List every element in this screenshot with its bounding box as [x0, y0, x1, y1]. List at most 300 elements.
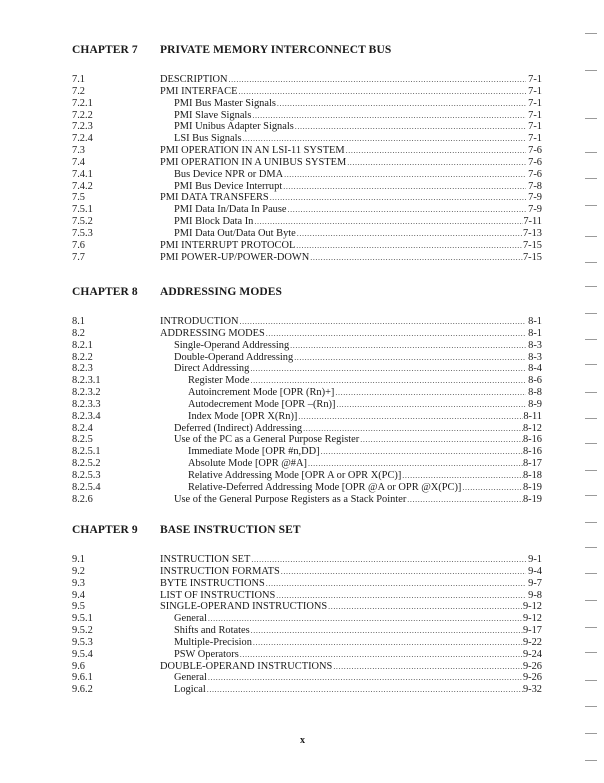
section-title: Bus Device NPR or DMA — [174, 168, 284, 180]
toc-entry — [72, 145, 542, 157]
dot-leader — [253, 216, 523, 228]
entry-body — [160, 157, 542, 169]
dot-leader — [207, 613, 523, 625]
toc-entry — [72, 133, 542, 145]
section-title: Register Mode — [188, 375, 250, 387]
section-number: 7.5.3 — [72, 227, 93, 239]
section-title: Deferred (Indirect) Addressing — [174, 422, 303, 434]
entry-body — [160, 458, 542, 470]
page-number: 9-7 — [528, 577, 542, 589]
section-number: 8.2.3.2 — [72, 387, 101, 399]
toc-entry — [72, 399, 542, 411]
page-number: 9-1 — [528, 554, 542, 565]
toc-entry — [72, 192, 542, 204]
entry-body — [160, 133, 542, 145]
toc-entry — [72, 204, 542, 216]
dot-leader — [207, 672, 523, 684]
entry-body — [160, 352, 542, 364]
section-number: 8.2.5 — [72, 434, 93, 446]
toc-entry — [72, 613, 542, 625]
entry-body — [160, 590, 542, 602]
toc-entry — [72, 684, 542, 696]
toc-entry — [72, 434, 542, 446]
margin-edge-marks — [585, 0, 599, 783]
section-number: 8.2.3.4 — [72, 410, 101, 422]
section-number: 8.2.6 — [72, 493, 93, 505]
toc-entry — [72, 590, 542, 602]
section-number: 9.1 — [72, 554, 85, 565]
chapter-title: ADDRESSING MODES — [160, 286, 283, 298]
dot-leader — [359, 434, 523, 446]
toc-entry — [72, 672, 542, 684]
chapter-label: CHAPTER 8 — [72, 286, 138, 298]
dot-leader — [401, 470, 523, 482]
page-number: 8-19 — [522, 481, 542, 493]
page-number: 9-32 — [522, 684, 542, 696]
toc-entry — [72, 387, 542, 399]
dot-leader — [296, 228, 523, 240]
entry-body — [160, 328, 542, 340]
margin-tick — [585, 680, 597, 681]
entry-body — [160, 411, 542, 423]
section-title: DOUBLE-OPERAND INSTRUCTIONS — [160, 660, 333, 672]
section-number: 7.7 — [72, 251, 85, 263]
entry-body — [160, 74, 542, 86]
entry-body — [160, 86, 542, 98]
toc-entry — [72, 228, 542, 240]
page-number: 7-9 — [528, 204, 542, 216]
section-title: Immediate Mode [OPR #n,DD] — [188, 446, 320, 458]
toc-entry — [72, 363, 542, 375]
section-title: Use of the PC as a General Purpose Register — [174, 434, 360, 446]
page-number: 9-8 — [528, 589, 542, 601]
dot-leader — [228, 74, 526, 86]
page-number: 9-12 — [522, 613, 542, 625]
dot-leader — [302, 423, 523, 435]
dot-leader — [406, 494, 523, 506]
page-number: 7-1 — [528, 121, 542, 133]
chapter-heading — [72, 524, 542, 540]
section-number: 8.2 — [72, 327, 85, 339]
toc-entry — [72, 411, 542, 423]
section-title: PMI Unibus Adapter Signals — [174, 121, 294, 133]
margin-tick — [585, 706, 597, 707]
entry-body — [160, 672, 542, 684]
section-title: INSTRUCTION FORMATS — [160, 565, 280, 577]
page-number: 8-12 — [522, 422, 542, 434]
section-title: INTRODUCTION — [160, 316, 239, 327]
dot-leader — [294, 121, 526, 133]
dot-leader — [307, 458, 523, 470]
section-number: 7.4 — [72, 156, 85, 168]
section-title: Single-Operand Addressing — [174, 339, 290, 351]
section-title: Multiple-Precision — [174, 636, 252, 648]
dot-leader — [334, 387, 526, 399]
entry-body — [160, 684, 542, 696]
section-number: 8.2.3 — [72, 363, 93, 375]
toc-entries — [72, 74, 542, 264]
section-number: 9.5.3 — [72, 636, 93, 648]
margin-tick — [585, 470, 597, 471]
entry-body — [160, 637, 542, 649]
section-title: PMI OPERATION IN AN LSI-11 SYSTEM — [160, 145, 345, 157]
page-number: 7-15 — [522, 251, 542, 263]
margin-tick — [585, 547, 597, 548]
section-number: 9.6.1 — [72, 672, 93, 684]
margin-tick — [585, 178, 597, 179]
dot-leader — [345, 145, 526, 157]
entry-body — [160, 649, 542, 661]
dot-leader — [287, 204, 526, 216]
page-number: 8-16 — [522, 446, 542, 458]
dot-leader — [252, 637, 523, 649]
page-number: 7-1 — [528, 85, 542, 97]
section-title: PMI DATA TRANSFERS — [160, 192, 269, 204]
section-title: PMI INTERFACE — [160, 85, 238, 97]
dot-leader — [242, 133, 526, 145]
toc-entry — [72, 649, 542, 661]
section-title: PMI Bus Device Interrupt — [174, 180, 283, 192]
page-number: 7-13 — [522, 227, 542, 239]
chapter-label: CHAPTER 9 — [72, 524, 138, 536]
section-number: 8.2.4 — [72, 422, 93, 434]
entry-body — [160, 204, 542, 216]
entry-body — [160, 121, 542, 133]
page-number: 7-11 — [523, 216, 542, 228]
section-title: PMI Block Data In — [174, 216, 254, 228]
page-number: 8-11 — [523, 410, 542, 422]
entry-body — [160, 216, 542, 228]
dot-leader — [461, 482, 523, 494]
toc-entry — [72, 578, 542, 590]
dot-leader — [237, 86, 526, 98]
page-number: 8-1 — [528, 327, 542, 339]
margin-tick — [585, 600, 597, 601]
toc-entry — [72, 554, 542, 566]
section-title: PMI Data In/Data In Pause — [174, 204, 287, 216]
section-title: ADDRESSING MODES — [160, 327, 265, 339]
section-number: 9.4 — [72, 589, 85, 601]
section-title: Direct Addressing — [174, 363, 250, 375]
section-number: 9.2 — [72, 565, 85, 577]
section-number: 9.5.4 — [72, 648, 93, 660]
page-number: 8-9 — [528, 398, 542, 410]
toc-entry — [72, 328, 542, 340]
toc-entry — [72, 316, 542, 328]
dot-leader — [282, 181, 526, 193]
toc-entries — [72, 554, 542, 696]
page-number: 7-1 — [528, 97, 542, 109]
margin-tick — [585, 33, 597, 34]
dot-leader — [283, 169, 526, 181]
entry-body — [160, 661, 542, 673]
entry-body — [160, 446, 542, 458]
dot-leader — [293, 352, 526, 364]
section-number: 8.2.3.1 — [72, 375, 101, 387]
section-number: 7.2 — [72, 85, 85, 97]
section-title: Double-Operand Addressing — [174, 351, 294, 363]
section-number: 9.6 — [72, 660, 85, 672]
entry-body — [160, 375, 542, 387]
entry-body — [160, 566, 542, 578]
page-number: 7-15 — [522, 239, 542, 251]
section-title: PMI POWER-UP/POWER-DOWN — [160, 251, 310, 263]
toc-entry — [72, 169, 542, 181]
entry-body — [160, 423, 542, 435]
toc-entry — [72, 110, 542, 122]
section-title: BYTE INSTRUCTIONS — [160, 577, 265, 589]
page-number: 9-26 — [522, 660, 542, 672]
dot-leader — [276, 98, 526, 110]
page-number: 8-19 — [522, 493, 542, 505]
toc-entry — [72, 252, 542, 264]
section-title: INSTRUCTION SET — [160, 554, 251, 565]
dot-leader — [275, 590, 526, 602]
dot-leader — [332, 661, 523, 673]
entry-body — [160, 494, 542, 506]
page-number: 8-6 — [528, 375, 542, 387]
section-title: PMI Data Out/Data Out Byte — [174, 227, 296, 239]
entry-body — [160, 434, 542, 446]
page-number: 9-4 — [528, 565, 542, 577]
section-title: Absolute Mode [OPR @#A] — [188, 458, 307, 470]
page-number: 7-1 — [528, 109, 542, 121]
page-number: 7-9 — [528, 192, 542, 204]
page-number: 8-17 — [522, 458, 542, 470]
dot-leader — [250, 625, 523, 637]
margin-tick — [585, 418, 597, 419]
entry-body — [160, 192, 542, 204]
margin-tick — [585, 339, 597, 340]
entry-body — [160, 625, 542, 637]
section-number: 7.2.2 — [72, 109, 93, 121]
entry-body — [160, 482, 542, 494]
dot-leader — [249, 363, 526, 375]
entry-body — [160, 470, 542, 482]
margin-tick — [585, 205, 597, 206]
section-number: 9.6.2 — [72, 684, 93, 696]
entry-body — [160, 98, 542, 110]
toc-entry — [72, 86, 542, 98]
page-number: 7-6 — [528, 145, 542, 157]
toc-entry — [72, 482, 542, 494]
margin-tick — [585, 236, 597, 237]
section-title: LSI Bus Signals — [174, 133, 242, 145]
page-number: 9-22 — [522, 636, 542, 648]
dot-leader — [206, 684, 523, 696]
page-number: 9-26 — [522, 672, 542, 684]
chapter-heading — [72, 44, 542, 60]
toc-entry — [72, 661, 542, 673]
page-number: 7-6 — [528, 168, 542, 180]
section-title: General — [174, 613, 207, 625]
toc-entry — [72, 446, 542, 458]
page-folio: x — [300, 735, 305, 746]
section-title: PMI OPERATION IN A UNIBUS SYSTEM — [160, 156, 347, 168]
toc-entry — [72, 375, 542, 387]
toc-entry — [72, 340, 542, 352]
section-number: 8.2.2 — [72, 351, 93, 363]
section-number: 7.5.2 — [72, 216, 93, 228]
chapter-title: BASE INSTRUCTION SET — [160, 524, 301, 536]
toc-entry — [72, 181, 542, 193]
section-title: PMI INTERRUPT PROTOCOL — [160, 239, 296, 251]
section-title: Index Mode [OPR X(Rn)] — [188, 410, 298, 422]
margin-tick — [585, 522, 597, 523]
toc-entry — [72, 423, 542, 435]
toc-entry — [72, 601, 542, 613]
page-number: 9-12 — [522, 601, 542, 613]
entry-body — [160, 399, 542, 411]
section-number: 7.3 — [72, 145, 85, 157]
margin-tick — [585, 152, 597, 153]
entry-body — [160, 554, 542, 566]
dot-leader — [320, 446, 523, 458]
section-title: Relative Addressing Mode [OPR A or OPR X(PC)] — [188, 469, 402, 481]
section-number: 7.5 — [72, 192, 85, 204]
page-number: 8-8 — [528, 387, 542, 399]
entry-body — [160, 613, 542, 625]
section-title: Autoincrement Mode [OPR (Rn)+] — [188, 387, 335, 399]
margin-tick — [585, 733, 597, 734]
dot-leader — [295, 240, 523, 252]
toc-entry — [72, 98, 542, 110]
section-number: 9.5.1 — [72, 613, 93, 625]
section-number: 8.2.5.1 — [72, 446, 101, 458]
section-title: Autodecrement Mode [OPR –(Rn)] — [188, 398, 336, 410]
chapter-label: CHAPTER 7 — [72, 44, 138, 56]
section-number: 8.2.5.2 — [72, 458, 101, 470]
toc-entry — [72, 74, 542, 86]
section-number: 8.1 — [72, 316, 85, 327]
page-number: 7-1 — [528, 133, 542, 145]
section-title: Shifts and Rotates — [174, 625, 250, 637]
entry-body — [160, 387, 542, 399]
entry-body — [160, 252, 542, 264]
margin-tick — [585, 443, 597, 444]
page-number: 8-3 — [528, 351, 542, 363]
toc-entries — [72, 316, 542, 506]
margin-tick — [585, 364, 597, 365]
page-number: 8-4 — [528, 363, 542, 375]
toc-entry — [72, 216, 542, 228]
section-number: 8.2.3.3 — [72, 398, 101, 410]
entry-body — [160, 316, 542, 328]
section-title: LIST OF INSTRUCTIONS — [160, 589, 276, 601]
entry-body — [160, 340, 542, 352]
chapter-heading — [72, 286, 542, 302]
chapter-title: PRIVATE MEMORY INTERCONNECT BUS — [160, 44, 392, 56]
section-number: 9.3 — [72, 577, 85, 589]
chapter-8-section — [72, 286, 542, 506]
section-number: 8.2.1 — [72, 339, 93, 351]
section-number: 7.4.2 — [72, 180, 93, 192]
margin-tick — [585, 118, 597, 119]
page-number: 8-18 — [522, 469, 542, 481]
section-number: 7.5.1 — [72, 204, 93, 216]
toc-entry — [72, 458, 542, 470]
dot-leader — [239, 316, 527, 328]
section-title: General — [174, 672, 207, 684]
margin-tick — [585, 627, 597, 628]
entry-body — [160, 181, 542, 193]
toc-entry — [72, 121, 542, 133]
dot-leader — [250, 554, 526, 566]
margin-tick — [585, 573, 597, 574]
dot-leader — [327, 601, 523, 613]
section-number: 7.2.3 — [72, 121, 93, 133]
margin-tick — [585, 495, 597, 496]
margin-tick — [585, 313, 597, 314]
page-number: 8-3 — [528, 339, 542, 351]
entry-body — [160, 228, 542, 240]
dot-leader — [265, 328, 526, 340]
section-title: DESCRIPTION — [160, 74, 228, 85]
entry-body — [160, 145, 542, 157]
dot-leader — [251, 110, 526, 122]
dot-leader — [239, 649, 523, 661]
toc-entry — [72, 566, 542, 578]
margin-tick — [585, 286, 597, 287]
section-number: 7.2.4 — [72, 133, 93, 145]
entry-body — [160, 110, 542, 122]
toc-entry — [72, 240, 542, 252]
page-number: 8-16 — [522, 434, 542, 446]
section-number: 7.4.1 — [72, 168, 93, 180]
dot-leader — [265, 578, 526, 590]
dot-leader — [249, 375, 526, 387]
section-number: 8.2.5.3 — [72, 469, 101, 481]
dot-leader — [289, 340, 526, 352]
section-number: 7.2.1 — [72, 97, 93, 109]
dot-leader — [335, 399, 526, 411]
chapter-7-section — [72, 44, 542, 264]
toc-entry — [72, 625, 542, 637]
page-number: 9-17 — [522, 625, 542, 637]
page-number: 7-6 — [528, 156, 542, 168]
dot-leader — [309, 252, 523, 264]
section-number: 7.6 — [72, 239, 85, 251]
dot-leader — [346, 157, 526, 169]
entry-body — [160, 601, 542, 613]
margin-tick — [585, 70, 597, 71]
toc-entry — [72, 352, 542, 364]
dot-leader — [269, 192, 526, 204]
section-title: Relative-Deferred Addressing Mode [OPR @A or OPR @X(PC)] — [188, 481, 462, 493]
section-title: Use of the General Purpose Registers as a Stack Pointer — [174, 493, 407, 505]
margin-tick — [585, 392, 597, 393]
section-number: 8.2.5.4 — [72, 481, 101, 493]
entry-body — [160, 363, 542, 375]
section-title: PMI Bus Master Signals — [174, 97, 276, 109]
page-number: 7-8 — [528, 180, 542, 192]
dot-leader — [297, 411, 523, 423]
section-title: PSW Operators — [174, 648, 239, 660]
section-number: 9.5 — [72, 601, 85, 613]
margin-tick — [585, 760, 597, 761]
toc-entry — [72, 157, 542, 169]
toc-entry — [72, 470, 542, 482]
section-title: SINGLE-OPERAND INSTRUCTIONS — [160, 601, 328, 613]
section-number: 7.1 — [72, 74, 85, 85]
entry-body — [160, 578, 542, 590]
page-number: 7-1 — [528, 74, 542, 85]
entry-body — [160, 240, 542, 252]
page-number: 8-1 — [528, 316, 542, 327]
margin-tick — [585, 652, 597, 653]
margin-tick — [585, 262, 597, 263]
section-title: Logical — [174, 684, 206, 696]
